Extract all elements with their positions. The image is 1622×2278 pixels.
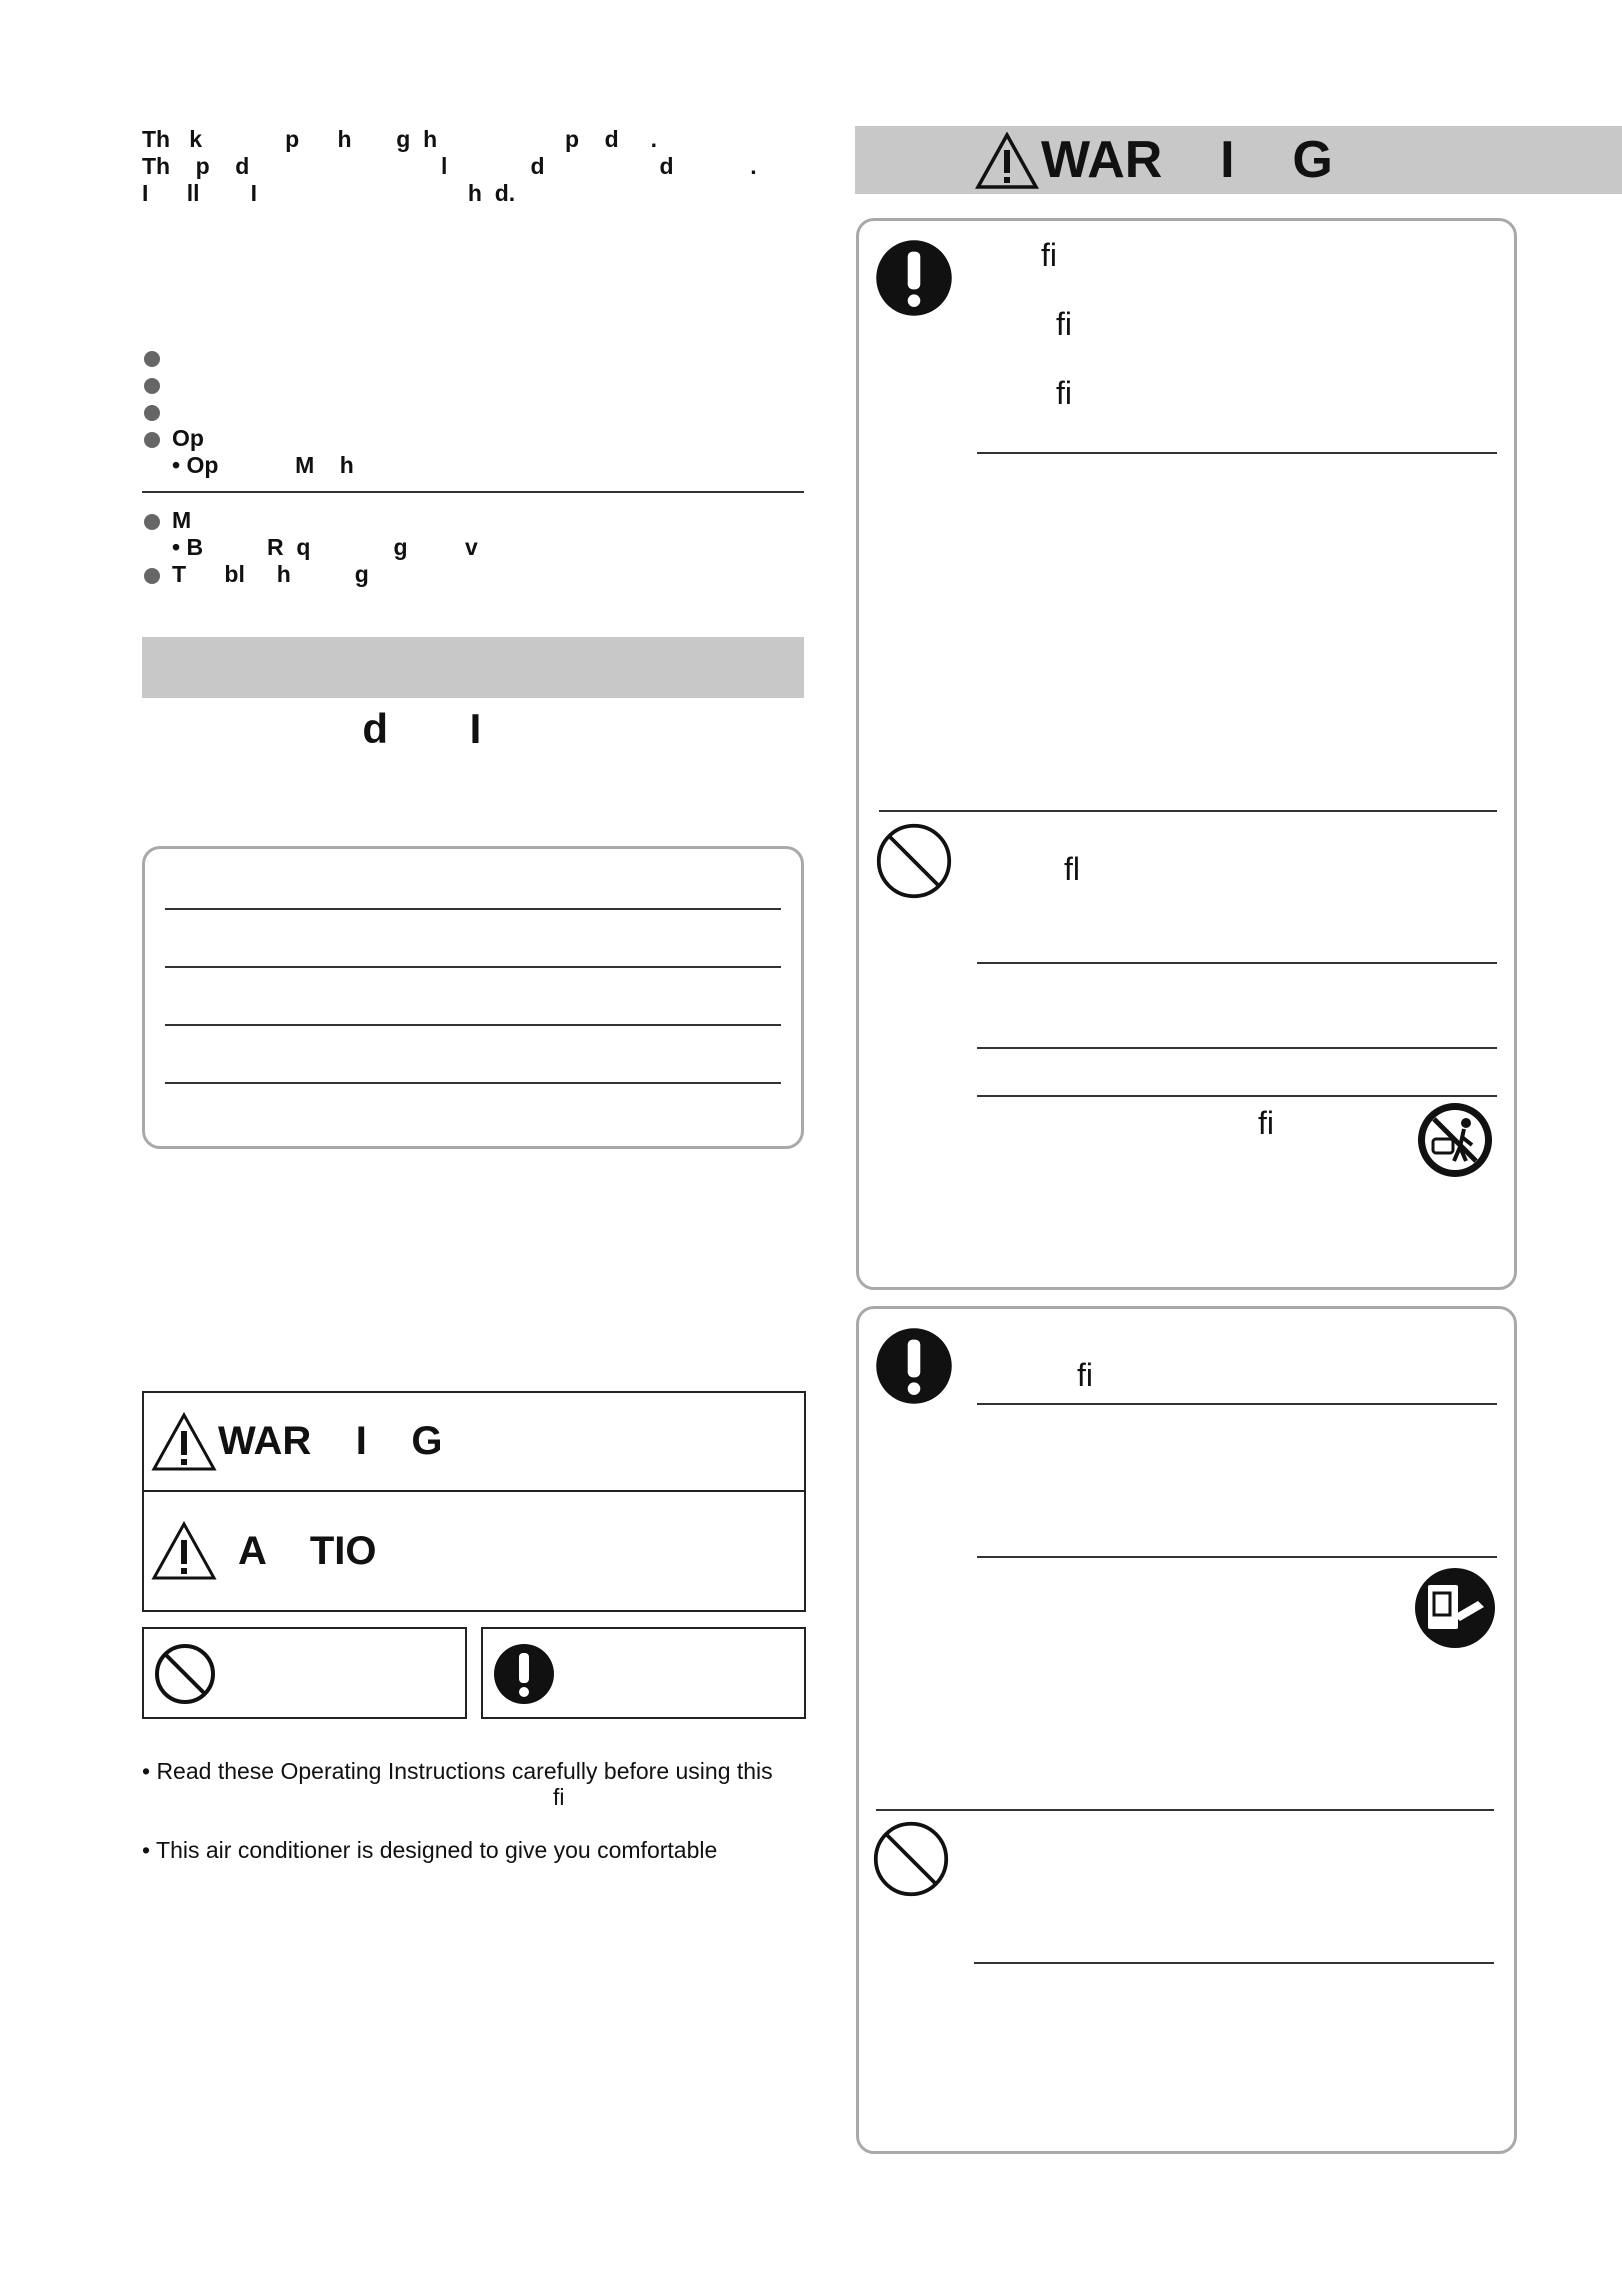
divider — [977, 962, 1497, 964]
prohibited-symbol-box — [142, 1627, 467, 1719]
prohibited-icon — [154, 1643, 216, 1705]
divider — [977, 1095, 1497, 1097]
toc-item-troubleshooting[interactable]: T bl h g — [142, 561, 804, 588]
toc-item-maintenance[interactable]: M — [142, 507, 804, 534]
text-fragment: fi — [1056, 306, 1072, 342]
divider — [977, 1556, 1497, 1558]
intro-line: Th k p h g h p d . — [142, 126, 657, 152]
bullet-icon — [144, 432, 160, 448]
blank-line — [165, 908, 781, 910]
warning-banner-label: WAR I G — [1041, 131, 1333, 189]
exclamation-icon — [875, 1327, 953, 1405]
caution-row — [144, 1490, 804, 1612]
bullet-icon — [144, 405, 160, 421]
divider — [876, 1809, 1494, 1811]
symbols-table — [142, 1391, 806, 1612]
toc-item[interactable] — [142, 371, 804, 398]
text-fragment: fi — [1258, 1105, 1274, 1141]
divider — [142, 491, 804, 493]
intro-line: Th p d l d d . — [142, 153, 757, 179]
intro-text — [142, 126, 802, 207]
exclamation-icon — [493, 1643, 555, 1705]
warning-label: WAR I G — [218, 1419, 443, 1463]
text-fragment: fi — [1041, 237, 1057, 273]
mandatory-symbol-box — [481, 1627, 806, 1719]
record-box — [142, 846, 804, 1149]
bullet-icon — [144, 378, 160, 394]
notes — [142, 1758, 806, 1863]
prohibited-icon — [872, 1820, 950, 1898]
warning-triangle-icon — [975, 132, 1039, 190]
divider — [879, 810, 1497, 812]
note-text: • This air conditioner is designed to give you comfortable — [142, 1837, 718, 1863]
section-title-bar — [142, 637, 804, 752]
bullet-icon — [144, 514, 160, 530]
toc-item[interactable] — [142, 344, 804, 371]
note-text: • Read these Operating Instructions carefully before using this — [142, 1758, 773, 1784]
divider — [977, 452, 1497, 454]
note-text: fi — [553, 1784, 565, 1810]
divider — [974, 1962, 1494, 1964]
bullet-icon — [144, 351, 160, 367]
blank-line — [165, 1024, 781, 1026]
section-title: d I — [362, 705, 482, 752]
warning-box-1 — [856, 218, 1517, 1290]
toc-subitem[interactable]: • Op M h — [172, 452, 354, 478]
divider — [977, 1403, 1497, 1405]
warning-banner — [855, 126, 1622, 194]
toc-subitem[interactable]: • B R q g v — [172, 534, 478, 560]
text-fragment: fl — [1064, 851, 1080, 887]
toc-item[interactable] — [142, 398, 804, 425]
exclamation-icon — [875, 239, 953, 317]
switch-off-icon — [1414, 1567, 1496, 1649]
no-touching-icon — [1416, 1101, 1494, 1179]
warning-triangle-icon — [150, 1411, 218, 1473]
divider — [977, 1047, 1497, 1049]
text-fragment: fi — [1077, 1357, 1093, 1393]
prohibited-icon — [875, 822, 953, 900]
warning-row — [144, 1393, 804, 1492]
table-of-contents — [142, 344, 804, 588]
blank-line — [165, 1082, 781, 1084]
caution-triangle-icon — [150, 1520, 218, 1582]
bullet-icon — [144, 568, 160, 584]
intro-line: I ll I h d. — [142, 180, 516, 206]
blank-line — [165, 966, 781, 968]
caution-label: A TIO — [238, 1528, 377, 1573]
text-fragment: fi — [1056, 375, 1072, 411]
warning-box-2 — [856, 1306, 1517, 2154]
toc-item-operation[interactable]: Op — [142, 425, 804, 452]
